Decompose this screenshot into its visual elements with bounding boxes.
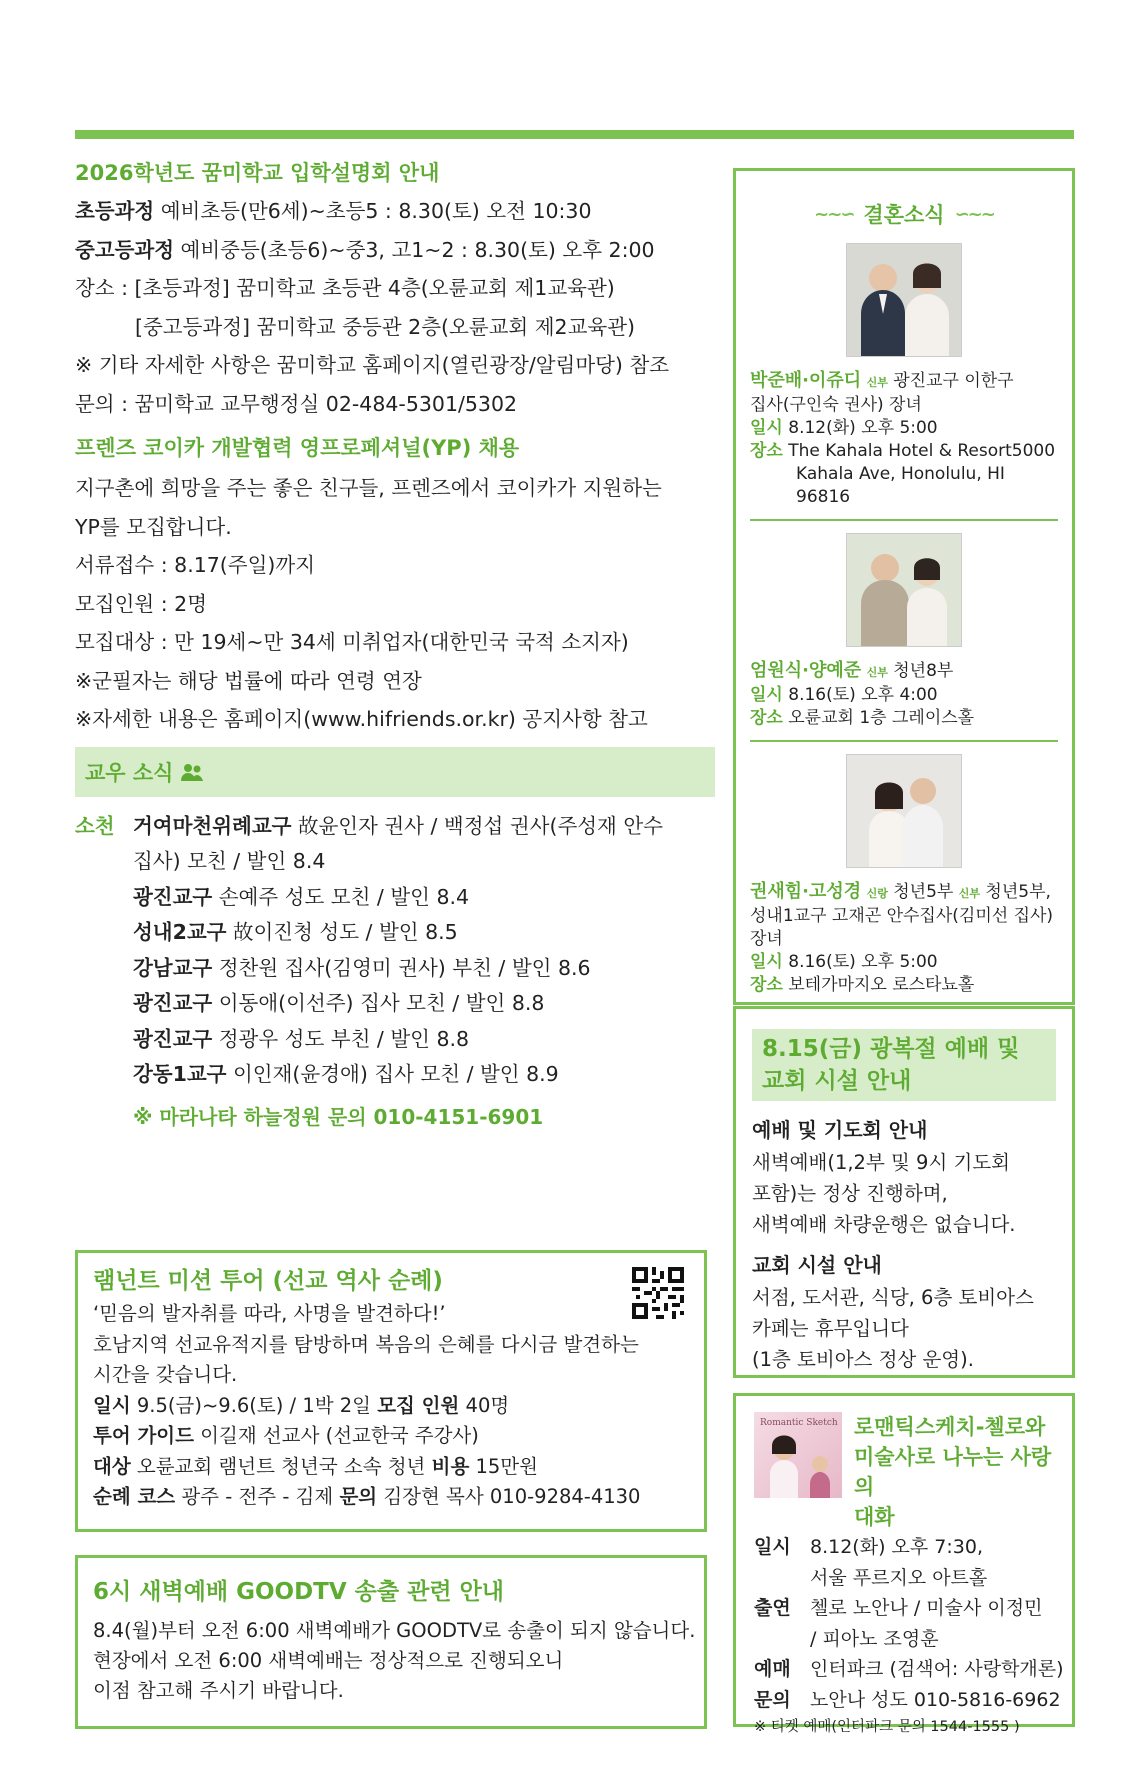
ornament-right-icon: ∽~~ <box>954 203 994 225</box>
concert-poster: Romantic Sketch <box>754 1412 842 1498</box>
couple-photo-1 <box>846 243 962 357</box>
concert-venue: 서울 푸르지오 아트홀 <box>810 1566 988 1589</box>
admission-place2: [중고등과정] 꿈미학교 중등관 2층(오륜교회 제2교육관) <box>135 314 636 339</box>
concert-date: 일시 8.12(화) 오후 7:30, <box>754 1536 983 1558</box>
lamnent-guide: 투어 가이드 이길재 선교사 (선교한국 주강사) <box>93 1424 479 1447</box>
goodtv-box <box>75 1555 707 1729</box>
friends-desc1: 지구촌에 희망을 주는 좋은 친구들, 프렌즈에서 코이카가 지원하는 <box>75 476 662 500</box>
liberation-title: 8.15(금) 광복절 예배 및 교회 시설 안내 <box>752 1029 1056 1101</box>
concert-note: ※ 티켓 예매(인터파크 문의 1544-1555 ) <box>754 1719 1020 1735</box>
qr-code-icon[interactable] <box>632 1267 684 1319</box>
concert-cast: 출연 첼로 노안나 / 미술사 이정민 <box>754 1597 1043 1619</box>
friends-title: 프렌즈 코이카 개발협력 영프로페셔널(YP) 채용 <box>75 436 520 460</box>
lamnent-desc1: 호남지역 선교유적지를 탐방하며 복음의 은혜를 다시금 발견하는 <box>93 1332 639 1356</box>
lamnent-date: 일시 9.5(금)~9.6(토) / 1박 2일 모집 인원 40명 <box>93 1393 510 1417</box>
liberation-facility-line: (1층 토비아스 정상 운영). <box>752 1348 974 1371</box>
alumni-item: 집사) 모친 / 발인 8.4 <box>133 849 326 873</box>
liberation-facility-title: 교회 시설 안내 <box>752 1253 882 1277</box>
concert-ticket: 예매 인터파크 (검색어: 사랑학개론) <box>754 1658 1064 1680</box>
liberation-facility-line: 카페는 휴무입니다 <box>752 1317 909 1340</box>
concert-cast2: / 피아노 조영훈 <box>810 1627 939 1650</box>
liberation-worship-title: 예배 및 기도회 안내 <box>752 1118 928 1142</box>
sochun-label: 소천 <box>75 813 115 838</box>
lamnent-target: 대상 오륜교회 램넌트 청년국 소속 청년 비용 15만원 <box>93 1454 538 1478</box>
admission-note: ※ 기타 자세한 사항은 꿈미학교 홈페이지(열린광장/알림마당) 참조 <box>75 353 670 377</box>
goodtv-line1: 8.4(월)부터 오전 6:00 새벽예배가 GOODTV로 송출이 되지 않습니다. <box>93 1619 696 1642</box>
concert-title: 로맨틱스케치-첼로와 미술사로 나누는 사랑의 대화 <box>854 1415 1052 1529</box>
goodtv-line2: 현장에서 오전 6:00 새벽예배는 정상적으로 진행되오니 <box>93 1649 564 1672</box>
people-icon <box>179 761 205 783</box>
admission-place1: 장소 : [초등과정] 꿈미학교 초등관 4층(오륜교회 제1교육관) <box>75 276 615 300</box>
concert-contact: 문의 노안나 성도 010-5816-6962 <box>754 1688 1061 1711</box>
admission-title: 2026학년도 꿈미학교 입학설명회 안내 <box>75 161 440 185</box>
lamnent-title: 램넌트 미션 투어 (선교 역사 순례) <box>93 1268 443 1294</box>
alumni-title: 교우 소식 <box>85 760 174 785</box>
alumni-item: 광진교구 이동애(이선주) 집사 모친 / 발인 8.8 <box>133 991 545 1015</box>
alumni-item: 광진교구 손예주 성도 모친 / 발인 8.4 <box>133 884 470 909</box>
concert-box <box>733 1393 1075 1735</box>
goodtv-title: 6시 새벽예배 GOODTV 송출 관련 안내 <box>93 1579 505 1605</box>
friends-target: 모집대상 : 만 19세~만 34세 미취업자(대한민국 국적 소지자) <box>75 630 629 654</box>
wedding-entry-2: 엄원식·양예준 신부 청년8부 일시 8.16(토) 오후 4:00 장소 오륜교회 1층 그레이스홀 <box>750 660 975 728</box>
wedding-header <box>750 199 1058 229</box>
top-green-bar <box>75 130 1074 139</box>
lamnent-desc2: 시간을 갖습니다. <box>93 1363 238 1386</box>
wedding-entry-3: 권새힘·고성경 신랑 청년5부 신부 청년5부, 성내1교구 고재곤 안수집사(김미선 집사) 장녀 일시 8.16(토) 오후 5:00 장소 보테가마지오 로스타뇨홀 <box>750 881 1054 995</box>
friends-desc2: YP를 모집합니다. <box>75 514 232 539</box>
lamnent-course: 순례 코스 광주 - 전주 - 김제 문의 김장현 목사 010-9284-4130 <box>93 1485 641 1508</box>
divider <box>750 740 1058 742</box>
liberation-worship-line: 새벽예배 차량운행은 없습니다. <box>752 1213 1016 1236</box>
divider <box>750 519 1058 521</box>
admission-elem: 초등과정 예비초등(만6세)~초등5 : 8.30(토) 오전 10:30 <box>75 199 592 223</box>
lamnent-quote: ‘믿음의 발자취를 따라, 사명을 발견하다!’ <box>93 1302 446 1325</box>
lamnent-box <box>75 1250 707 1532</box>
wedding-entry-1: 박준배·이쥬디 신부 광진교구 이한구 집사(구인숙 권사) 장녀 일시 8.12(화) 오후 5:00 장소 The Kahala Hotel & Resort5000 Kahala Ave, Honolulu, HI 96816 <box>750 370 1056 507</box>
couple-photo-3 <box>846 754 962 868</box>
alumni-list <box>75 809 715 1130</box>
friends-count: 모집인원 : 2명 <box>75 591 207 616</box>
goodtv-line3: 이점 참고해 주시기 바랍니다. <box>93 1679 344 1702</box>
liberation-box <box>733 1006 1075 1378</box>
alumni-header <box>75 747 715 797</box>
admission-mid: 중고등과정 예비중등(초등6)~중3, 고1~2 : 8.30(토) 오후 2:00 <box>75 237 655 262</box>
admission-contact: 문의 : 꿈미학교 교무행정실 02-484-5301/5302 <box>75 391 518 416</box>
liberation-facility-line: 서점, 도서관, 식당, 6층 토비아스 <box>752 1286 1034 1309</box>
wedding-box <box>733 168 1075 1005</box>
friends-note2: ※자세한 내용은 홈페이지(www.hifriends.or.kr) 공지사항 참고 <box>75 707 648 731</box>
alumni-item: 광진교구 정광우 성도 부친 / 발인 8.8 <box>133 1026 470 1051</box>
left-column <box>75 158 715 1130</box>
liberation-worship-line: 포함)는 정상 진행하며, <box>752 1182 948 1205</box>
alumni-note: ※ 마라나타 하늘정원 문의 010-4151-6901 <box>133 1104 544 1129</box>
couple-photo-2 <box>846 533 962 647</box>
liberation-worship-line: 새벽예배(1,2부 및 9시 기도회 <box>752 1151 1010 1174</box>
friends-deadline: 서류접수 : 8.17(주일)까지 <box>75 553 316 577</box>
friends-note1: ※군필자는 해당 법률에 따라 연령 연장 <box>75 668 422 693</box>
alumni-item: 강동1교구 이인재(윤경애) 집사 모친 / 발인 8.9 <box>133 1062 559 1086</box>
ornament-left-icon: ~~∽ <box>814 203 854 225</box>
alumni-item: 성내2교구 故이진청 성도 / 발인 8.5 <box>133 920 458 944</box>
alumni-item: 거여마천위례교구 故윤인자 권사 / 백정섭 권사(주성재 안수 <box>133 813 663 838</box>
wedding-title: 결혼소식 <box>863 203 945 227</box>
alumni-item: 강남교구 정찬원 집사(김영미 권사) 부친 / 발인 8.6 <box>133 955 591 980</box>
